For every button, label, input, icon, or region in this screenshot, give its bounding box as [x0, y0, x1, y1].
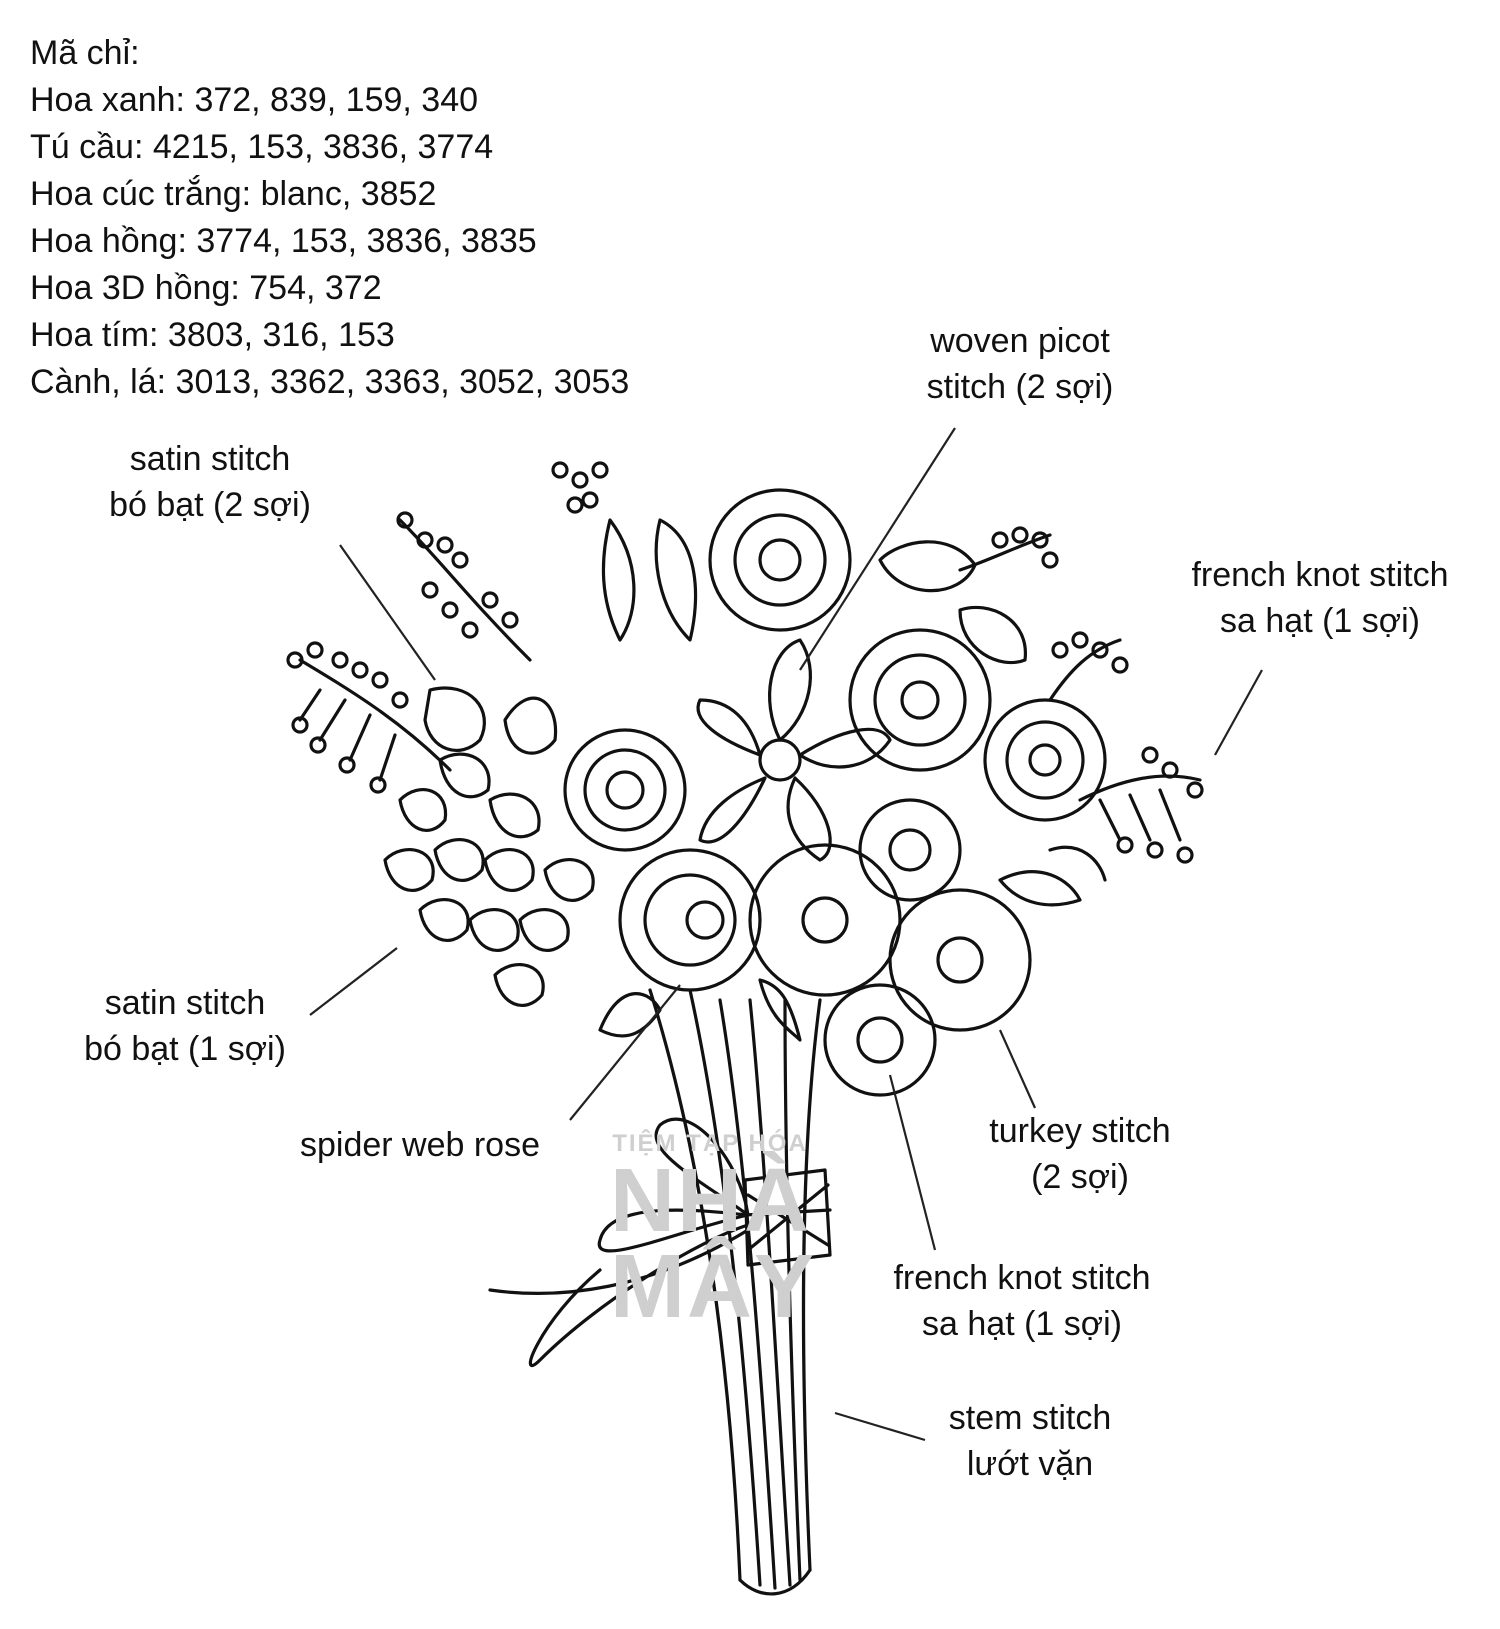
label-french-knot-top: [1160, 552, 1480, 644]
label-french-knot-bottom: [862, 1255, 1182, 1347]
label-line: satin stitch: [104, 984, 266, 1022]
label-satin-stitch-2: [80, 436, 340, 528]
label-line: (2 sợi): [1031, 1158, 1129, 1196]
label-line: bó bạt (2 sợi): [109, 486, 311, 524]
label-spider-web-rose: [270, 1122, 570, 1168]
label-line: sa hạt (1 sợi): [922, 1305, 1122, 1343]
five-petal-flower: [698, 640, 890, 860]
label-line: bó bạt (1 sợi): [84, 1030, 286, 1068]
thread-code-line: Hoa 3D hồng: 754, 372: [30, 269, 382, 307]
label-line: satin stitch: [129, 440, 291, 478]
label-line: stitch (2 sợi): [926, 368, 1114, 406]
thread-code-heading: Mã chỉ:: [30, 34, 140, 72]
carnation: [880, 542, 975, 591]
hydrangea-cluster: [385, 754, 593, 1005]
berry-sprig-left: [288, 513, 530, 792]
label-line: french knot stitch: [893, 1259, 1151, 1297]
berry-sprig-right: [553, 463, 1202, 862]
label-line: turkey stitch: [989, 1112, 1171, 1150]
watermark: [610, 1130, 816, 1337]
label-woven-picot: [900, 318, 1140, 410]
label-turkey-stitch: [960, 1108, 1200, 1200]
thread-code-line: Tú cầu: 4215, 153, 3836, 3774: [30, 128, 494, 166]
label-line: lướt vặn: [966, 1445, 1094, 1483]
thread-code-line: Hoa xanh: 372, 839, 159, 340: [30, 81, 479, 119]
watermark-line1: NHÀ: [610, 1151, 811, 1251]
thread-code-list: [30, 30, 629, 406]
label-stem-stitch: [920, 1395, 1140, 1487]
watermark-top: TIỆM TẠP HÓA: [612, 1130, 808, 1157]
watermark-line2: MÂY: [610, 1237, 816, 1337]
thread-code-line: Hoa cúc trắng: blanc, 3852: [30, 175, 437, 213]
label-line: stem stitch: [948, 1399, 1112, 1437]
label-line: sa hạt (1 sợi): [1220, 602, 1420, 640]
label-line: french knot stitch: [1191, 556, 1449, 594]
label-satin-stitch-1: [60, 980, 310, 1072]
thread-code-line: Hoa hồng: 3774, 153, 3836, 3835: [30, 222, 537, 260]
label-line: spider web rose: [299, 1126, 540, 1164]
thread-code-line: Hoa tím: 3803, 316, 153: [30, 316, 395, 354]
label-line: woven picot: [930, 322, 1110, 360]
daisies: [750, 800, 1030, 1095]
thread-code-line: Cành, lá: 3013, 3362, 3363, 3052, 3053: [30, 363, 630, 401]
camellia-flowers: [565, 490, 1105, 990]
